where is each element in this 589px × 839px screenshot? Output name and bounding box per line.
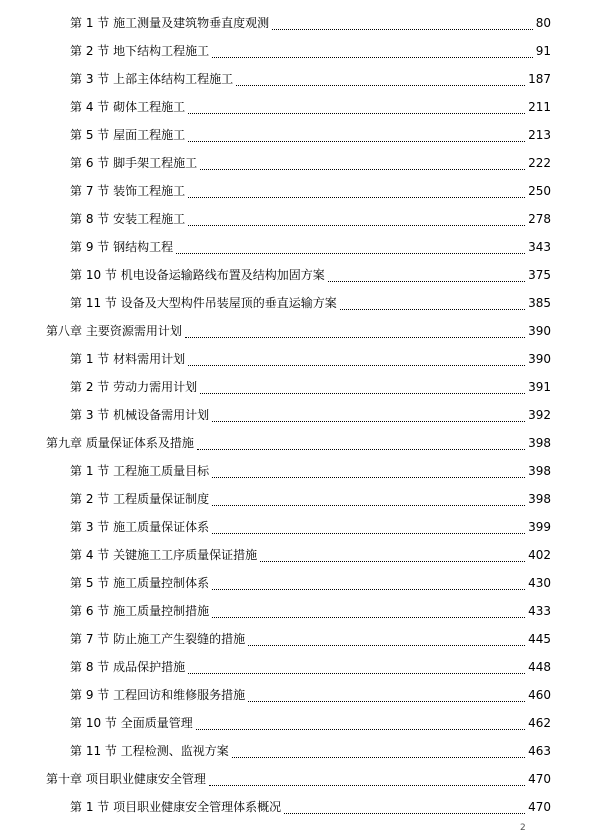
toc-entry-page: 462 (528, 716, 551, 730)
dot-leader (340, 299, 525, 310)
toc-section-entry[interactable] (0, 401, 589, 429)
dot-leader (200, 383, 525, 394)
dot-leader (188, 131, 525, 142)
toc-entry-page: 463 (528, 744, 551, 758)
toc-entry-page: 398 (528, 436, 551, 450)
toc-entry-page: 448 (528, 660, 551, 674)
toc-entry-page: 399 (528, 520, 551, 534)
dot-leader (188, 187, 525, 198)
toc-section-entry[interactable] (0, 653, 589, 681)
dot-leader (196, 719, 525, 730)
toc-section-entry[interactable] (0, 373, 589, 401)
toc-section-entry[interactable] (0, 345, 589, 373)
dot-leader (284, 803, 525, 814)
toc-entry-title: 第 3 节 上部主体结构工程施工 (70, 72, 234, 86)
toc-entry-page: 278 (528, 212, 551, 226)
toc-section-entry[interactable] (0, 485, 589, 513)
toc-entry-title: 第 3 节 机械设备需用计划 (70, 408, 210, 422)
toc-section-entry[interactable] (0, 65, 589, 93)
toc-section-entry[interactable] (0, 681, 589, 709)
toc-entry-title: 第 3 节 施工质量保证体系 (70, 520, 210, 534)
toc-entry-page: 430 (528, 576, 551, 590)
dot-leader (212, 495, 525, 506)
toc-entry-title: 第 1 节 工程施工质量目标 (70, 464, 210, 478)
toc-entry-page: 385 (528, 296, 551, 310)
toc-entry-page: 187 (528, 72, 551, 86)
dot-leader (272, 19, 533, 30)
toc-entry-title: 第 4 节 关键施工工序质量保证措施 (70, 548, 258, 562)
toc-section-entry[interactable] (0, 177, 589, 205)
toc-entry-page: 80 (535, 16, 551, 30)
toc-entry-title: 第八章 主要资源需用计划 (46, 324, 182, 338)
toc-entry-page: 470 (528, 772, 551, 786)
toc-section-entry[interactable] (0, 597, 589, 625)
toc-entry-page: 390 (528, 352, 551, 366)
toc-entry-page: 470 (528, 800, 551, 814)
toc-entry-page: 391 (528, 380, 551, 394)
dot-leader (209, 775, 525, 786)
toc-section-entry[interactable] (0, 121, 589, 149)
toc-entry-title: 第 2 节 劳动力需用计划 (70, 380, 198, 394)
toc-entry-title: 第 1 节 材料需用计划 (70, 352, 186, 366)
toc-section-entry[interactable] (0, 289, 589, 317)
toc-entry-title: 第 7 节 装饰工程施工 (70, 184, 186, 198)
toc-section-entry[interactable] (0, 541, 589, 569)
toc-entry-title: 第 1 节 项目职业健康安全管理体系概况 (70, 800, 282, 814)
toc-section-entry[interactable] (0, 205, 589, 233)
dot-leader (176, 243, 525, 254)
dot-leader (260, 551, 525, 562)
toc-entry-title: 第九章 质量保证体系及措施 (46, 436, 194, 450)
toc-entry-title: 第 10 节 机电设备运输路线布置及结构加固方案 (70, 268, 325, 282)
toc-entry-page: 343 (528, 240, 551, 254)
dot-leader (212, 467, 525, 478)
toc-entry-title: 第 7 节 防止施工产生裂缝的措施 (70, 632, 246, 646)
toc-section-entry[interactable] (0, 37, 589, 65)
toc-entry-page: 445 (528, 632, 551, 646)
toc-section-entry[interactable] (0, 93, 589, 121)
toc-section-entry[interactable] (0, 625, 589, 653)
toc-entry-page: 222 (528, 156, 551, 170)
toc-section-entry[interactable] (0, 569, 589, 597)
dot-leader (197, 439, 525, 450)
dot-leader (188, 103, 525, 114)
toc-chapter-entry[interactable] (0, 317, 589, 345)
toc-entry-title: 第 6 节 脚手架工程施工 (70, 156, 198, 170)
toc-chapter-entry[interactable] (0, 765, 589, 793)
dot-leader (232, 747, 525, 758)
toc-entry-title: 第 11 节 工程检测、监视方案 (70, 744, 229, 758)
toc-section-entry[interactable] (0, 457, 589, 485)
toc-entry-title: 第 8 节 安装工程施工 (70, 212, 186, 226)
dot-leader (248, 635, 525, 646)
toc-entry-title: 第十章 项目职业健康安全管理 (46, 772, 206, 786)
toc-entry-page: 433 (528, 604, 551, 618)
dot-leader (188, 215, 525, 226)
toc-entry-page: 390 (528, 324, 551, 338)
toc-section-entry[interactable] (0, 737, 589, 765)
toc-section-entry[interactable] (0, 233, 589, 261)
toc-entry-title: 第 5 节 屋面工程施工 (70, 128, 186, 142)
dot-leader (200, 159, 525, 170)
dot-leader (212, 607, 525, 618)
toc-section-entry[interactable] (0, 709, 589, 737)
toc-section-entry[interactable] (0, 9, 589, 37)
toc-entry-title: 第 4 节 砌体工程施工 (70, 100, 186, 114)
toc-section-entry[interactable] (0, 513, 589, 541)
toc-entry-title: 第 11 节 设备及大型构件吊装屋顶的垂直运输方案 (70, 296, 337, 310)
dot-leader (188, 663, 525, 674)
toc-entry-title: 第 9 节 钢结构工程 (70, 240, 174, 254)
toc-section-entry[interactable] (0, 793, 589, 821)
toc-entry-page: 402 (528, 548, 551, 562)
dot-leader (212, 523, 525, 534)
toc-entry-title: 第 2 节 工程质量保证制度 (70, 492, 210, 506)
toc-entry-page: 91 (535, 44, 551, 58)
toc-entry-page: 398 (528, 464, 551, 478)
toc-entry-title: 第 9 节 工程回访和维修服务措施 (70, 688, 246, 702)
toc-entry-page: 211 (528, 100, 551, 114)
toc-entry-title: 第 8 节 成品保护措施 (70, 660, 186, 674)
dot-leader (248, 691, 525, 702)
toc-entry-page: 392 (528, 408, 551, 422)
toc-entry-title: 第 5 节 施工质量控制体系 (70, 576, 210, 590)
toc-entry-page: 213 (528, 128, 551, 142)
dot-leader (328, 271, 525, 282)
toc-section-entry[interactable] (0, 149, 589, 177)
dot-leader (188, 355, 525, 366)
toc-entry-title: 第 1 节 施工测量及建筑物垂直度观测 (70, 16, 270, 30)
toc-entry-page: 375 (528, 268, 551, 282)
table-of-contents (0, 9, 589, 821)
toc-entry-title: 第 10 节 全面质量管理 (70, 716, 193, 730)
page-number: 2 (520, 823, 526, 833)
dot-leader (212, 47, 533, 58)
dot-leader (185, 327, 525, 338)
toc-chapter-entry[interactable] (0, 429, 589, 457)
toc-entry-page: 250 (528, 184, 551, 198)
dot-leader (212, 411, 525, 422)
toc-section-entry[interactable] (0, 261, 589, 289)
toc-entry-title: 第 6 节 施工质量控制措施 (70, 604, 210, 618)
toc-entry-page: 398 (528, 492, 551, 506)
toc-entry-page: 460 (528, 688, 551, 702)
toc-entry-title: 第 2 节 地下结构工程施工 (70, 44, 210, 58)
dot-leader (236, 75, 525, 86)
dot-leader (212, 579, 525, 590)
